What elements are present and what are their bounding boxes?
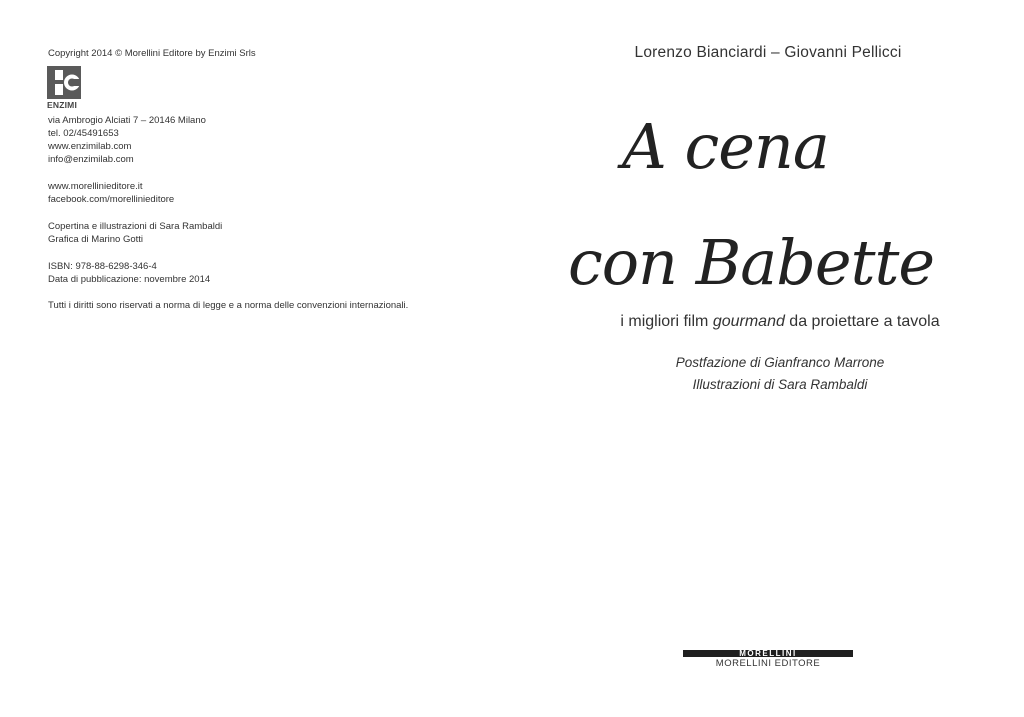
illustrations-credit: Illustrazioni di Sara Rambaldi bbox=[692, 377, 868, 392]
publisher-logo bbox=[683, 650, 853, 669]
subtitle-part-1: i migliori film bbox=[620, 313, 713, 330]
enzimi-logo bbox=[47, 66, 83, 112]
rights-block bbox=[48, 299, 408, 312]
credits-block bbox=[48, 220, 222, 246]
facebook-line: facebook.com/morellinieditore bbox=[48, 194, 175, 205]
copyright-notice: Copyright 2014 © Morellini Editore by Enzimi Srls bbox=[48, 48, 256, 59]
publisher-website-line: www.morellinieditore.it bbox=[48, 181, 143, 192]
publisher-name: MORELLINI EDITORE bbox=[715, 658, 821, 669]
enzimi-logo-icon bbox=[47, 66, 81, 99]
book-title-line-1: A cena bbox=[622, 110, 829, 183]
publisher-logo-bar: MORELLINI bbox=[683, 650, 853, 657]
subtitle-emphasis: gourmand bbox=[712, 313, 785, 330]
right-page bbox=[512, 0, 1024, 717]
book-subtitle bbox=[512, 313, 1024, 331]
book-authors: Lorenzo Bianciardi – Giovanni Pellicci bbox=[634, 44, 902, 61]
website-line: www.enzimilab.com bbox=[48, 141, 132, 152]
isbn-line: ISBN: 978-88-6298-346-4 bbox=[48, 261, 157, 272]
rights-notice: Tutti i diritti sono riservati a norma di legge e a norma delle convenzioni internazionali. bbox=[48, 300, 409, 311]
afterword-credit: Postfazione di Gianfranco Marrone bbox=[675, 355, 885, 370]
graphics-credit-line: Grafica di Marino Gotti bbox=[48, 234, 144, 245]
subtitle-part-2: da proiettare a tavola bbox=[784, 313, 940, 330]
enzimi-logo-text: ENZIMI bbox=[47, 100, 78, 110]
cover-credit-line: Copertina e illustrazioni di Sara Rambaldi bbox=[48, 221, 223, 232]
address-line: via Ambrogio Alciati 7 – 20146 Milano bbox=[48, 115, 206, 126]
address-block bbox=[48, 114, 206, 166]
web-block bbox=[48, 180, 174, 206]
phone-line: tel. 02/45491653 bbox=[48, 128, 119, 139]
isbn-block bbox=[48, 260, 210, 286]
book-title-line-2: con Babette bbox=[568, 226, 935, 299]
email-line: info@enzimilab.com bbox=[48, 154, 134, 165]
publication-date-line: Data di pubblicazione: novembre 2014 bbox=[48, 274, 211, 285]
